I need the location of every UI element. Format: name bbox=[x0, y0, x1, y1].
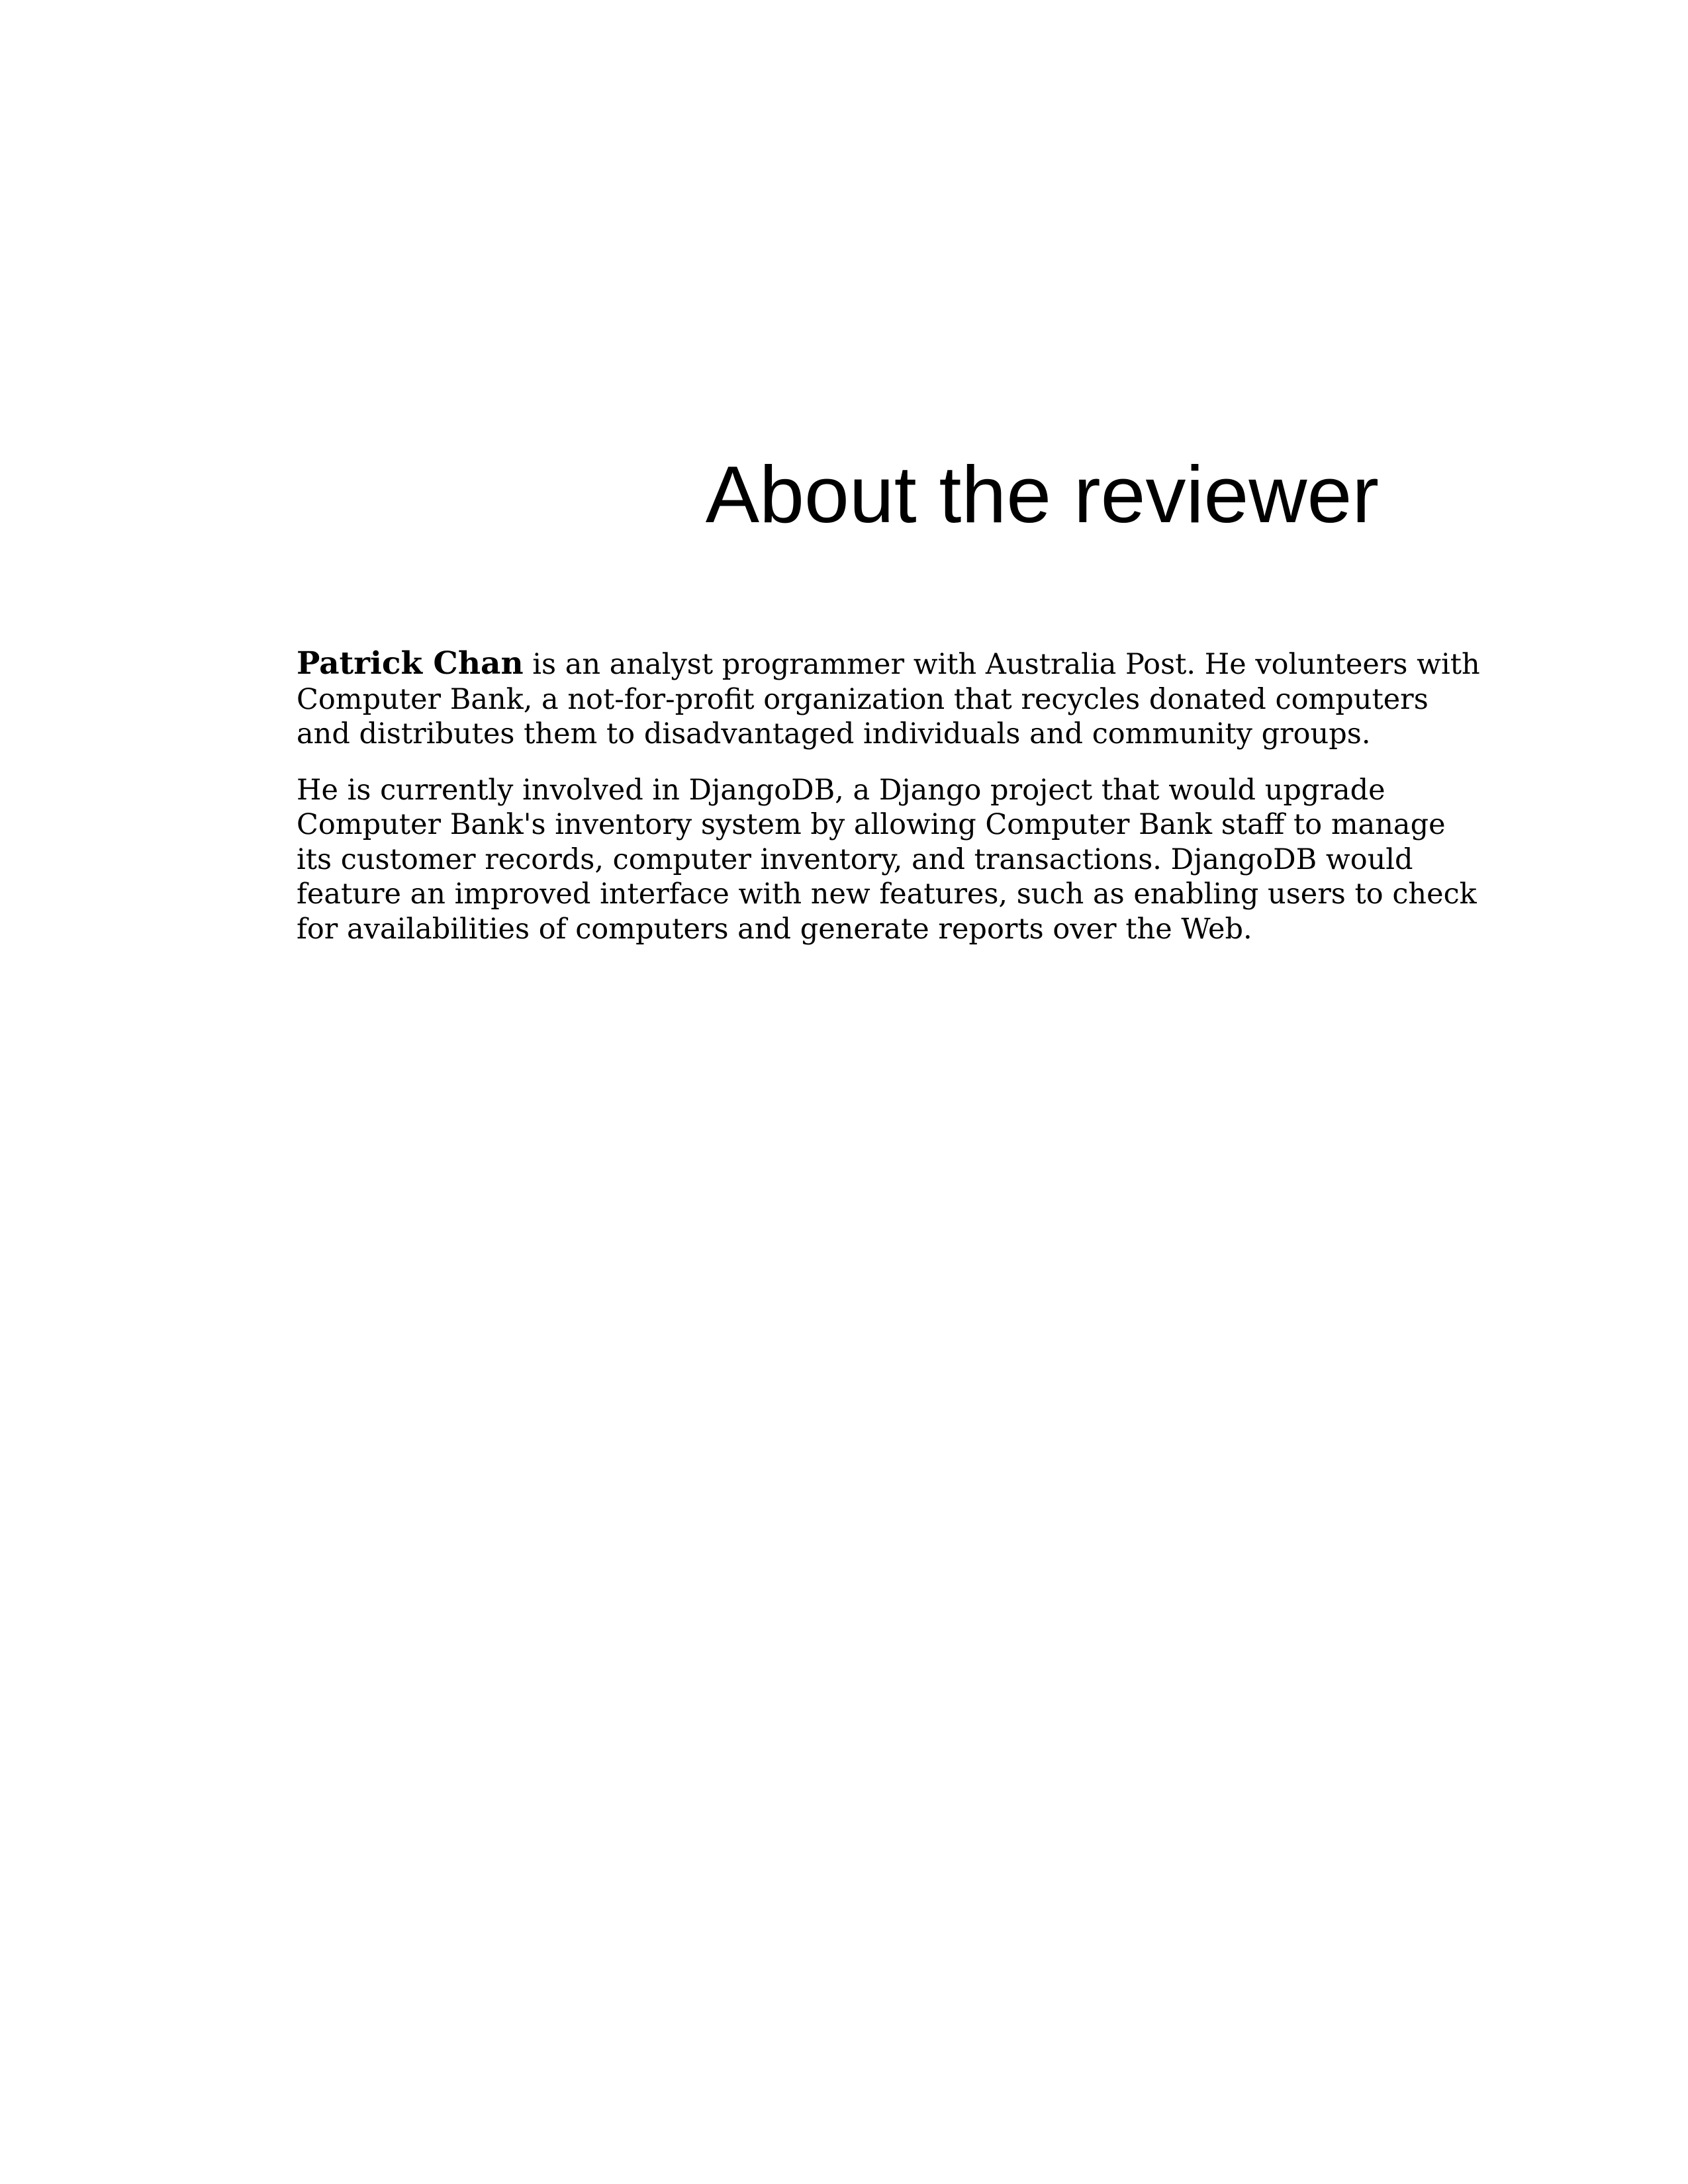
text-line: Computer Bank's inventory system by allowing Computer Bank staff to manage bbox=[297, 808, 1446, 841]
text-line: for availabilities of computers and generate reports over the Web. bbox=[297, 912, 1252, 946]
text-line: its customer records, computer inventory, and transactions. DjangoDB would bbox=[297, 842, 1413, 876]
text-line: He is currently involved in DjangoDB, a Django project that would upgrade bbox=[297, 773, 1385, 807]
bio-paragraph-1 bbox=[297, 645, 1480, 752]
text-line: Computer Bank, a not-for-profit organization that recycles donated computers bbox=[297, 682, 1429, 716]
page-title: About the reviewer bbox=[705, 449, 1379, 539]
reviewer-bio bbox=[297, 645, 1480, 946]
text-line: feature an improved interface with new features, such as enabling users to check bbox=[297, 878, 1477, 911]
text-line: and distributes them to disadvantaged individuals and community groups. bbox=[297, 717, 1371, 751]
bio-paragraph-2 bbox=[297, 773, 1477, 947]
reviewer-name: Patrick Chan bbox=[297, 645, 524, 682]
text-line-rest: is an analyst programmer with Australia Post. He volunteers with bbox=[532, 648, 1480, 681]
text-line bbox=[297, 645, 1480, 682]
